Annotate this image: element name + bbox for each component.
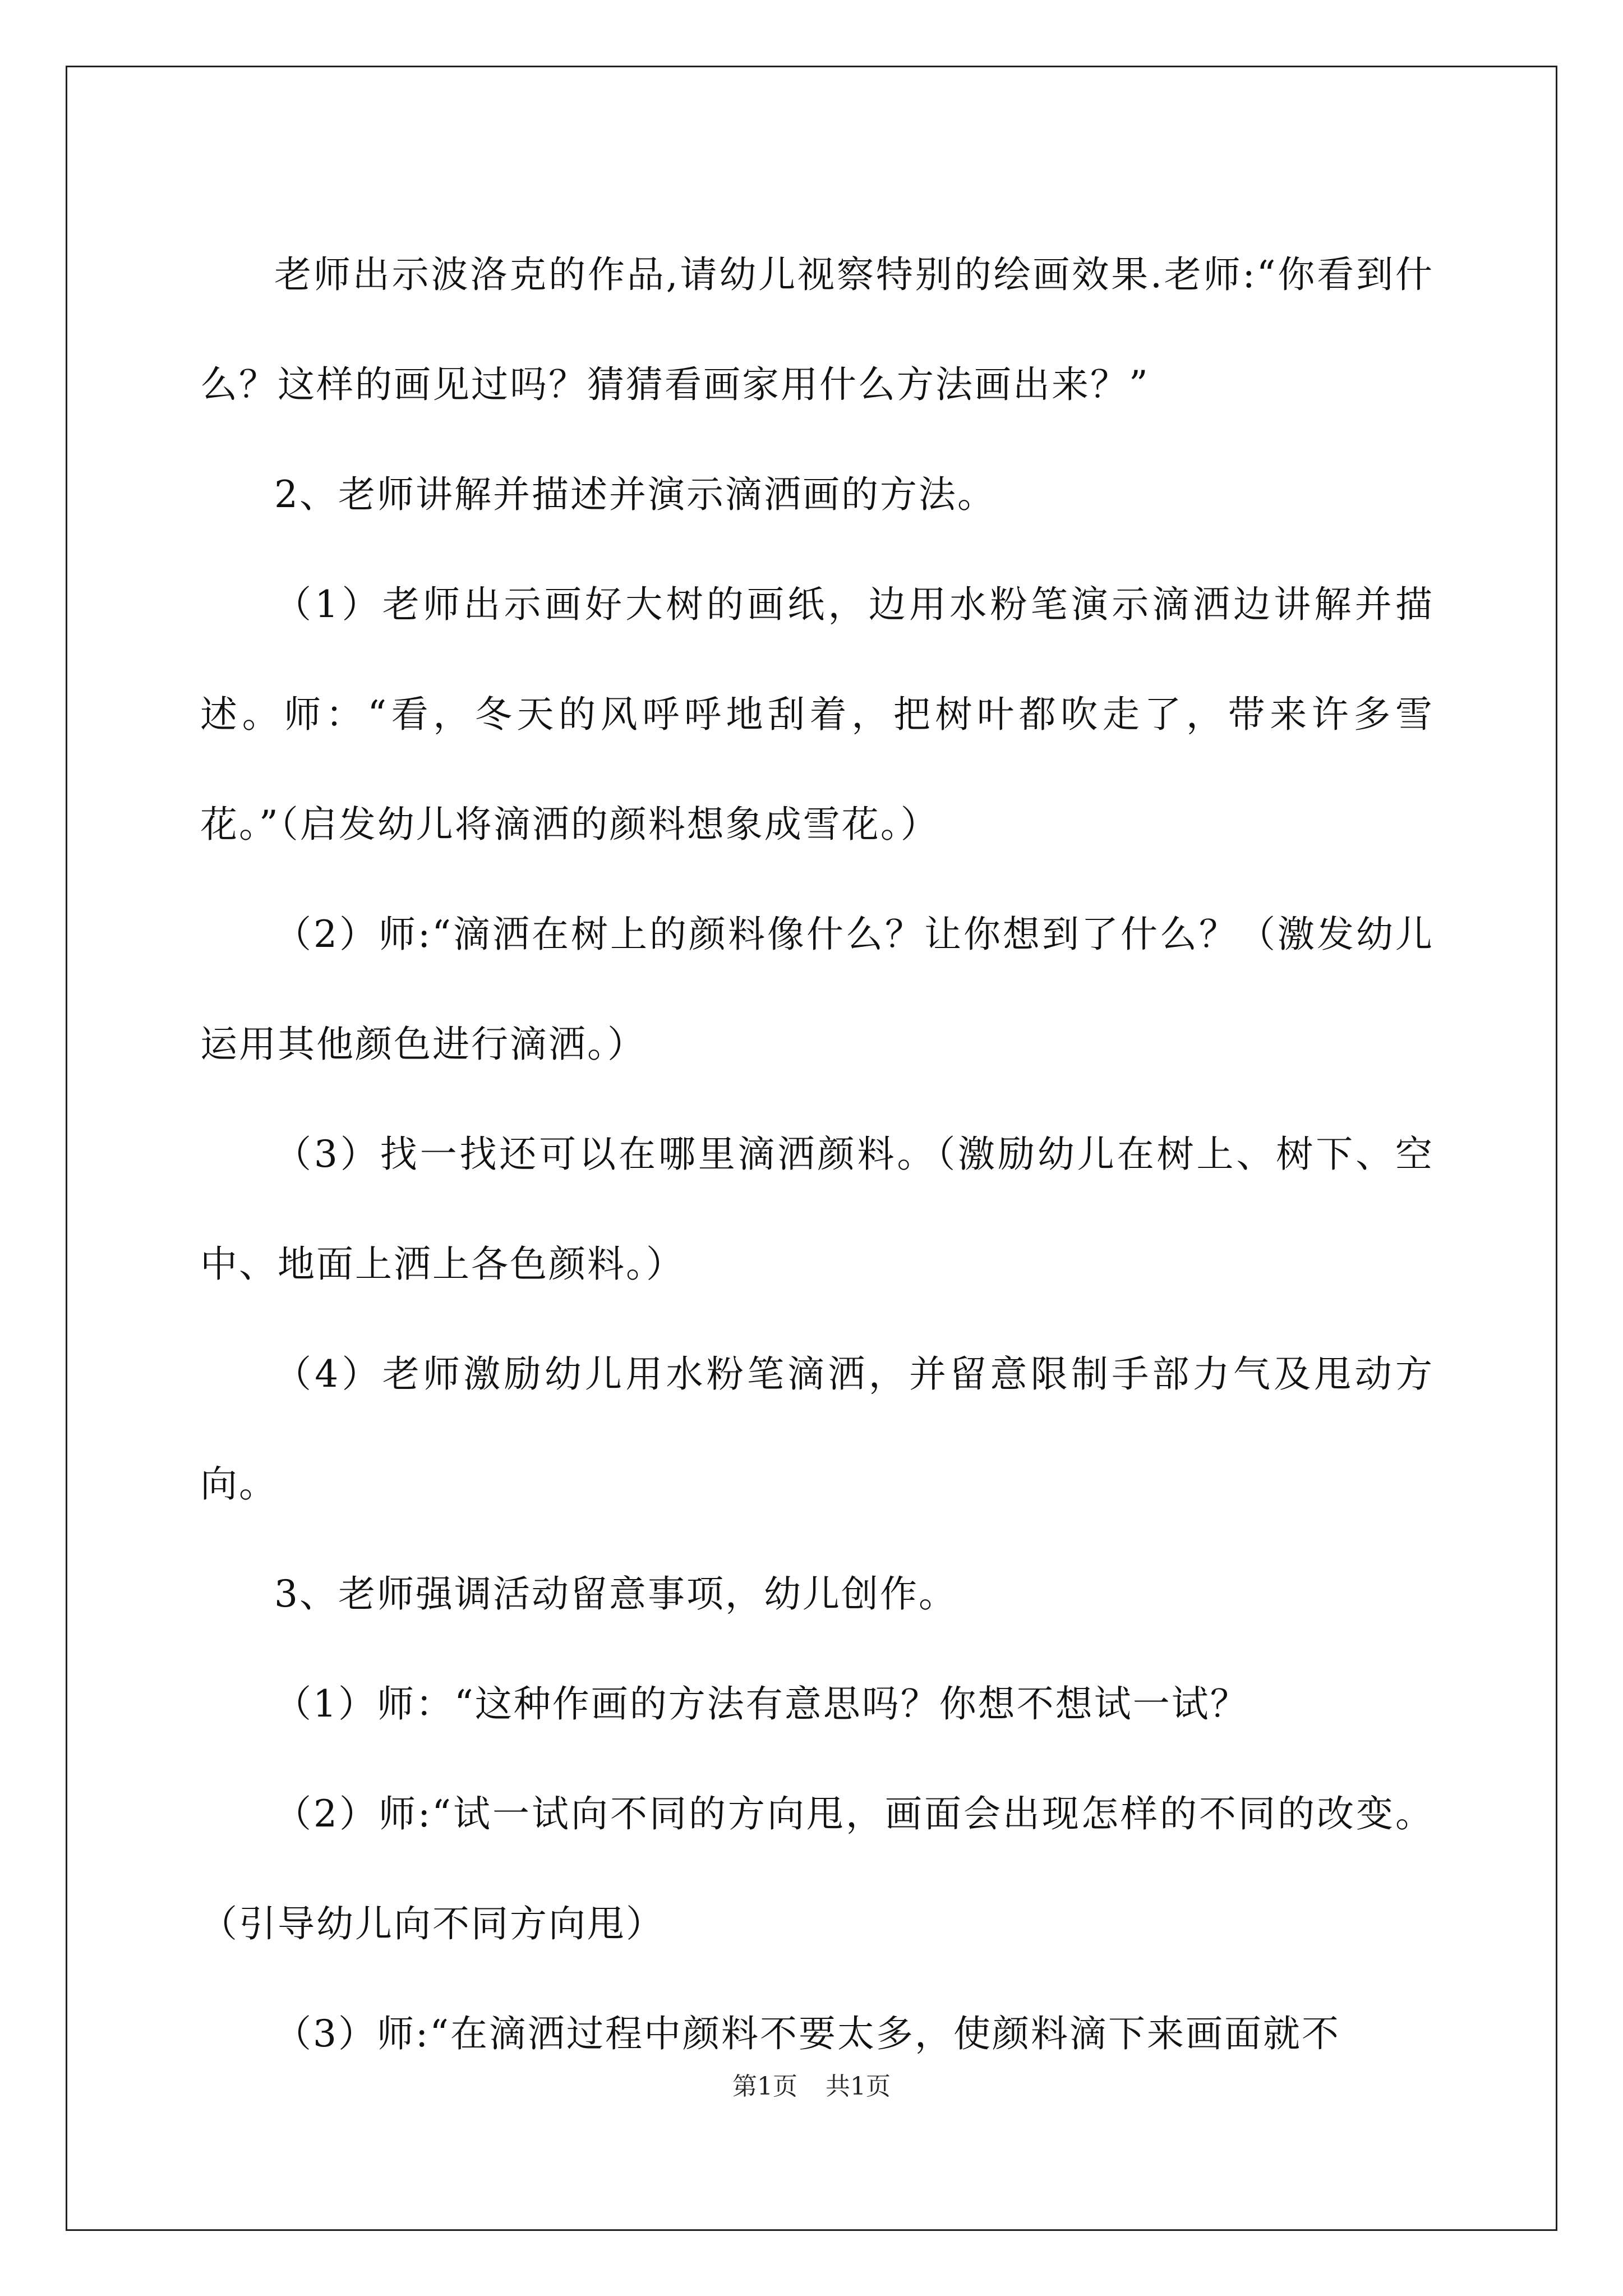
paragraph: （3）师:“在滴洒过程中颜料不要太多，使颜料滴下来画面就不 [274, 2012, 1340, 2055]
paragraph: （2）师:“滴洒在树上的颜料像什么？让你想到了什么？（激发幼儿运用其他颜色进行滴洒。） [200, 913, 1434, 1066]
paragraph: （2）师:“试一试向不同的方向甩，画面会出现怎样的不同的改变。（引导幼儿向不同方向甩） [200, 1792, 1434, 1945]
paragraph: 2、老师讲解并描述并演示滴洒画的方法。 [274, 473, 996, 516]
paragraph: 老师出示波洛克的作品,请幼儿视察特别的绘画效果.老师:“你看到什么？这样的画见过吗？猜猜看画家用什么方法画出来？” [200, 253, 1434, 406]
page-number: 第1页 [732, 2072, 797, 2101]
paragraph: （4）老师激励幼儿用水粉笔滴洒，并留意限制手部力气及甩动方向。 [200, 1352, 1434, 1506]
paragraph: 3、老师强调活动留意事项，幼儿创作。 [274, 1572, 957, 1616]
paragraph: （1）师：“这种作画的方法有意思吗？你想不想试一试？ [274, 1682, 1249, 1726]
page-footer [0, 2070, 1623, 2104]
page-total: 共1页 [826, 2072, 891, 2101]
document-body [200, 220, 1434, 2089]
paragraph: （1）老师出示画好大树的画纸，边用水粉笔演示滴洒边讲解并描述。师：“看，冬天的风呼呼地刮着，把树叶都吹走了，带来许多雪花。”（启发幼儿将滴洒的颜料想象成雪花。） [200, 583, 1434, 846]
paragraph: （3）找一找还可以在哪里滴洒颜料。（激励幼儿在树上、树下、空中、地面上洒上各色颜料。） [200, 1133, 1434, 1286]
